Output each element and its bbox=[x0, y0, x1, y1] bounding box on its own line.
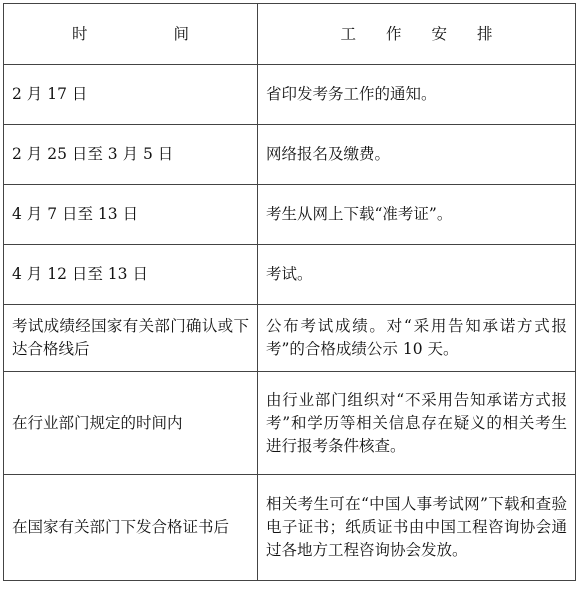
time-cell: 2 月 25 日至 3 月 5 日 bbox=[4, 125, 258, 185]
header-plan: 工作安排 bbox=[258, 4, 576, 65]
exam-schedule-table bbox=[3, 3, 576, 581]
time-cell: 在国家有关部门下发合格证书后 bbox=[4, 475, 258, 581]
header-time: 时间 bbox=[4, 4, 258, 65]
plan-cell: 由行业部门组织对“不采用告知承诺方式报考”和学历等相关信息存在疑义的相关考生进行报考条件核查。 bbox=[258, 372, 576, 475]
table-row bbox=[4, 475, 576, 581]
table-row bbox=[4, 245, 576, 305]
time-cell: 4 月 12 日至 13 日 bbox=[4, 245, 258, 305]
plan-cell: 相关考生可在“中国人事考试网”下载和查验电子证书；纸质证书由中国工程咨询协会通过各地方工程咨询协会发放。 bbox=[258, 475, 576, 581]
table-row bbox=[4, 185, 576, 245]
table-row bbox=[4, 305, 576, 372]
table-row bbox=[4, 372, 576, 475]
plan-cell: 省印发考务工作的通知。 bbox=[258, 65, 576, 125]
time-cell: 考试成绩经国家有关部门确认或下达合格线后 bbox=[4, 305, 258, 372]
table-header-row bbox=[4, 4, 576, 65]
plan-cell: 网络报名及缴费。 bbox=[258, 125, 576, 185]
plan-cell: 公布考试成绩。对“采用告知承诺方式报考”的合格成绩公示 10 天。 bbox=[258, 305, 576, 372]
time-cell: 2 月 17 日 bbox=[4, 65, 258, 125]
table-row bbox=[4, 65, 576, 125]
plan-cell: 考试。 bbox=[258, 245, 576, 305]
time-cell: 在行业部门规定的时间内 bbox=[4, 372, 258, 475]
plan-cell: 考生从网上下载“准考证”。 bbox=[258, 185, 576, 245]
time-cell: 4 月 7 日至 13 日 bbox=[4, 185, 258, 245]
table-row bbox=[4, 125, 576, 185]
